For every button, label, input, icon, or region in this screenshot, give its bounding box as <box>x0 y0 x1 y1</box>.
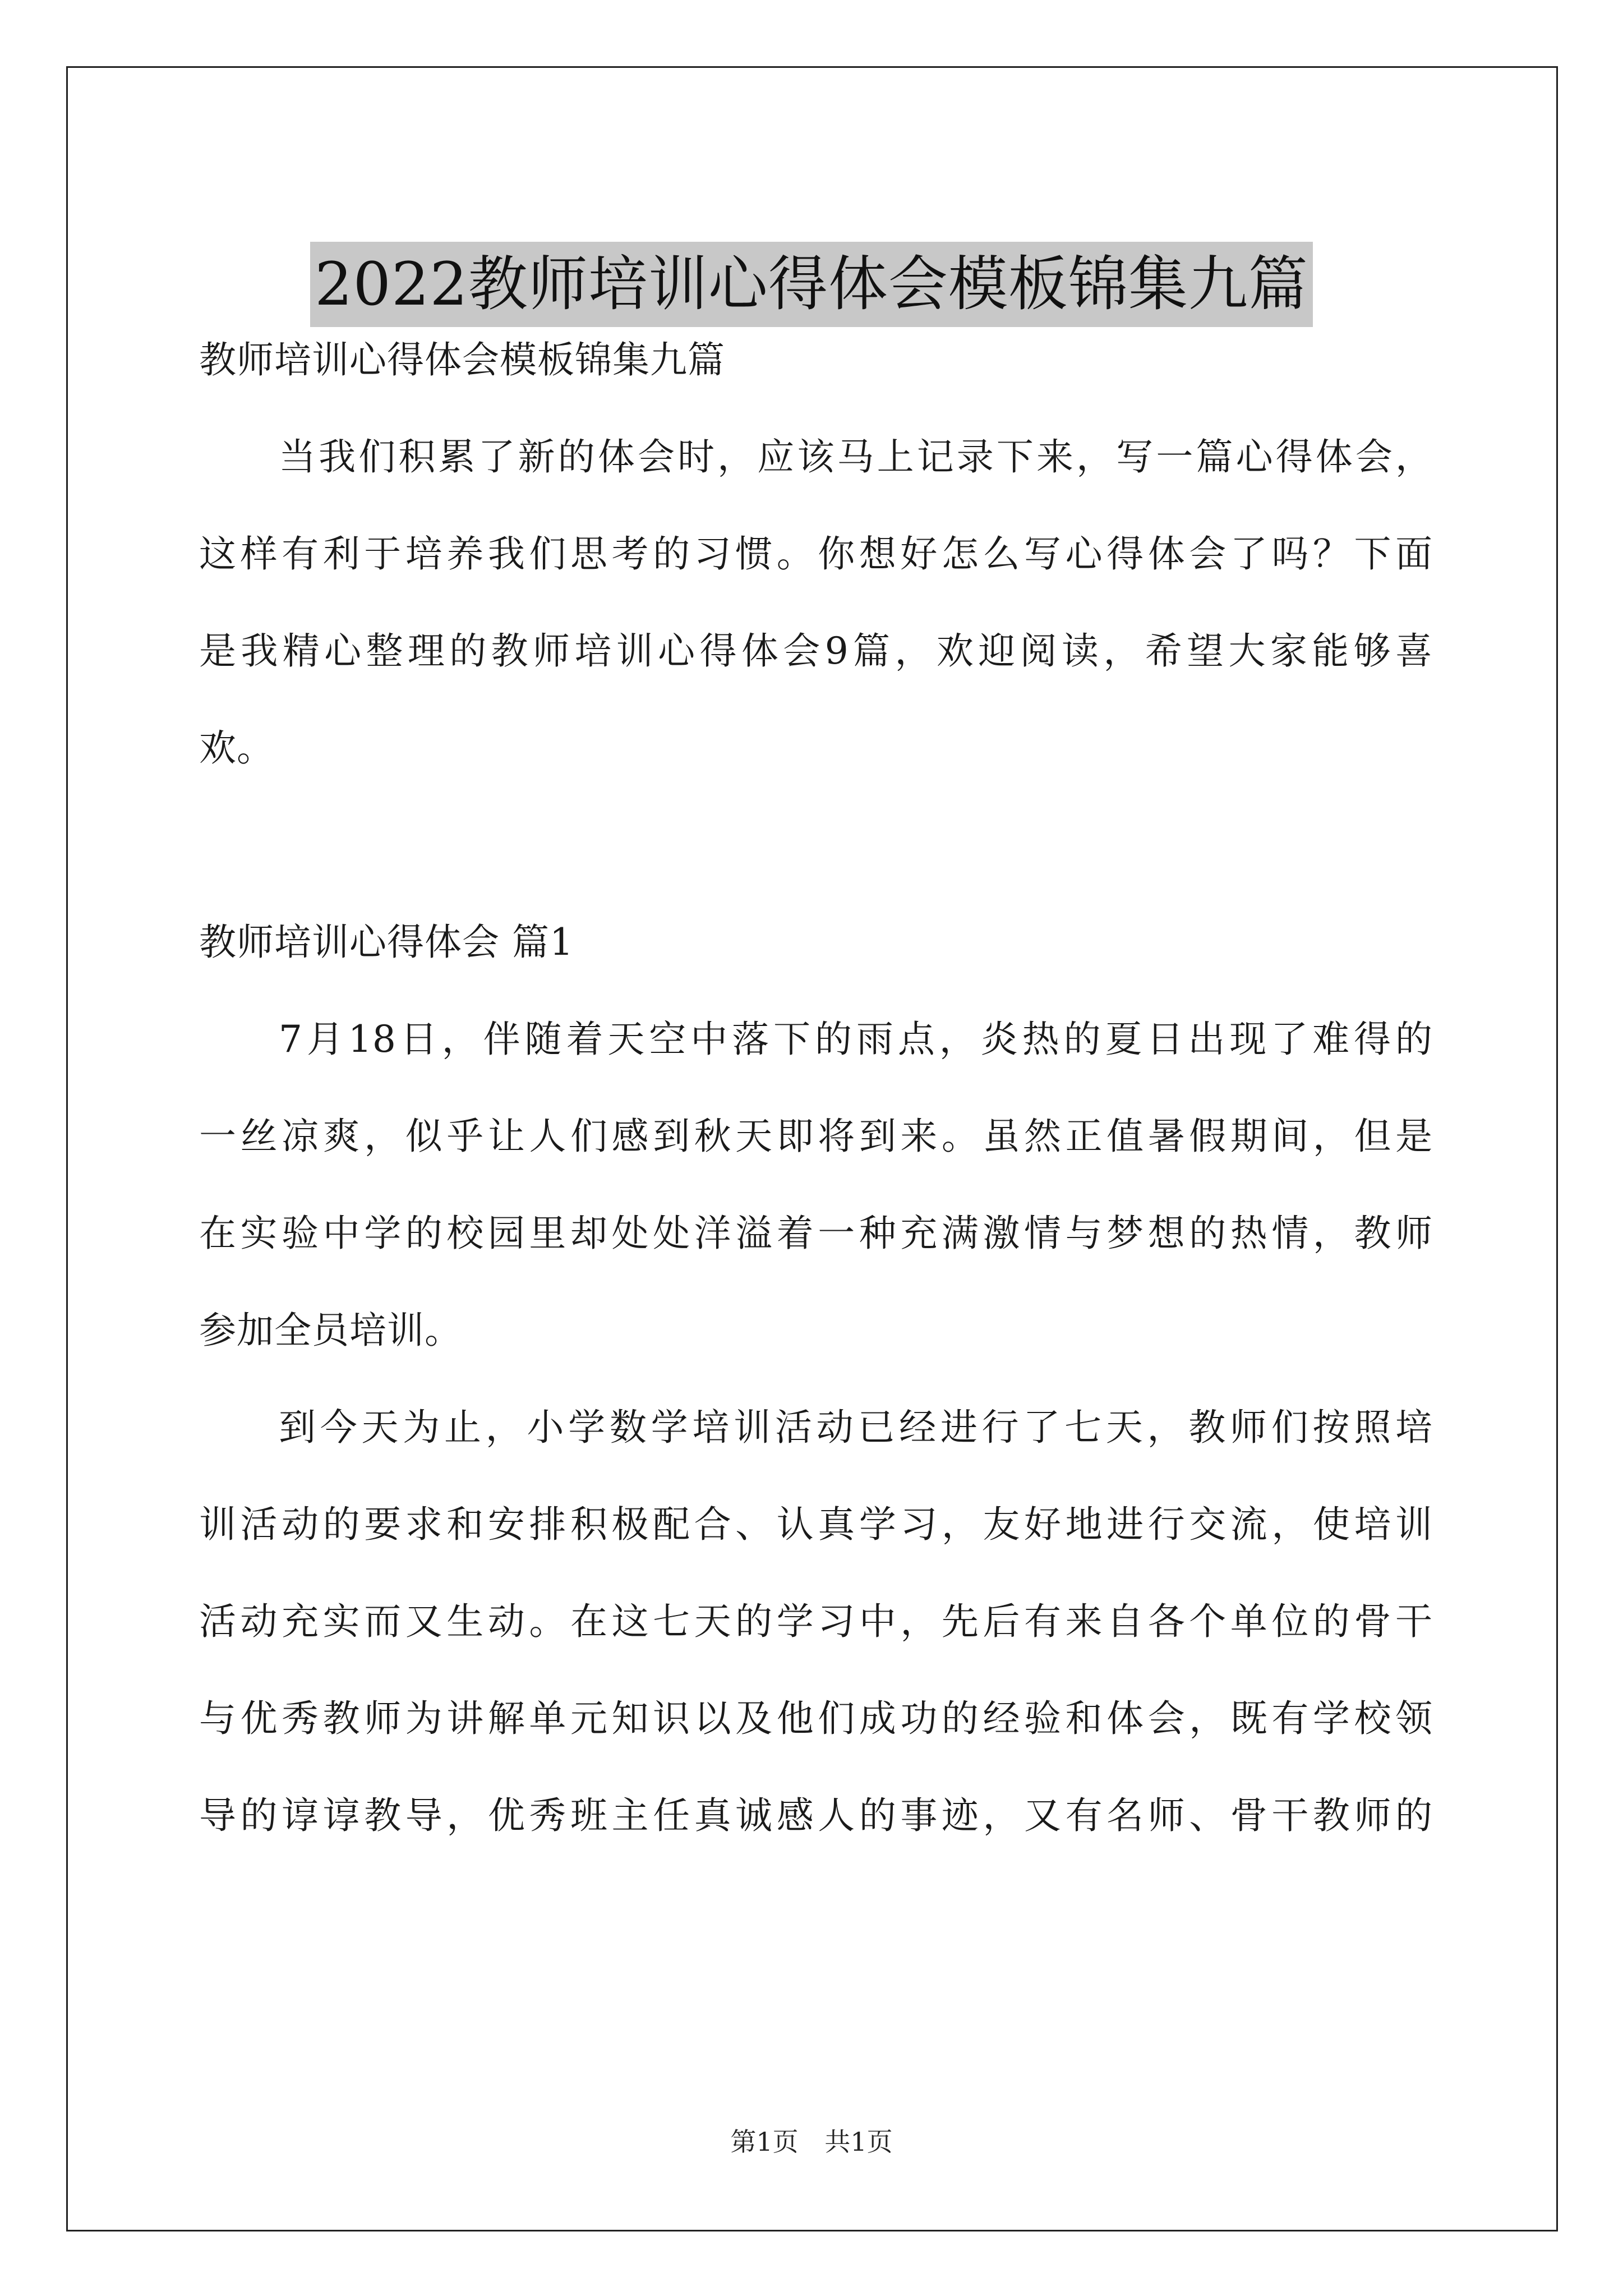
paragraph-line: 导的谆谆教导，优秀班主任真诚感人的事迹，又有名师、骨干教师的 <box>199 1794 1433 1837</box>
paragraph-line: 与优秀教师为讲解单元知识以及他们成功的经验和体会，既有学校领 <box>199 1697 1433 1740</box>
paragraph-line: 7月18日，伴随着天空中落下的雨点，炎热的夏日出现了难得的 <box>279 1018 1433 1061</box>
page-total: 共1页 <box>824 2127 893 2157</box>
document-subtitle: 教师培训心得体会模板锦集九篇 <box>199 338 725 381</box>
paragraph-line: 到今天为止，小学数学培训活动已经进行了七天，教师们按照培 <box>279 1406 1433 1449</box>
paragraph-line: 一丝凉爽，似乎让人们感到秋天即将到来。虽然正值暑假期间，但是 <box>199 1115 1433 1158</box>
page-footer <box>0 2125 1623 2159</box>
intro-line: 这样有利于培养我们思考的习惯。你想好怎么写心得体会了吗？下面 <box>199 532 1433 576</box>
paragraph-line: 在实验中学的校园里却处处洋溢着一种充满激情与梦想的热情，教师 <box>199 1212 1433 1255</box>
paragraph-line: 参加全员培训。 <box>199 1309 462 1352</box>
section-heading: 教师培训心得体会 篇1 <box>199 921 574 964</box>
paragraph-line: 活动充实而又生动。在这七天的学习中，先后有来自各个单位的骨干 <box>199 1600 1433 1643</box>
page-number: 第1页 <box>730 2127 799 2157</box>
intro-line: 当我们积累了新的体会时，应该马上记录下来，写一篇心得体会， <box>279 435 1433 478</box>
intro-line: 欢。 <box>199 726 274 770</box>
intro-line: 是我精心整理的教师培训心得体会9篇，欢迎阅读，希望大家能够喜 <box>199 629 1433 673</box>
paragraph-line: 训活动的要求和安排积极配合、认真学习，友好地进行交流，使培训 <box>199 1503 1433 1546</box>
document-title: 2022教师培训心得体会模板锦集九篇 <box>310 242 1313 327</box>
paragraph-spacer <box>199 797 1433 894</box>
document-body <box>199 311 1433 1864</box>
